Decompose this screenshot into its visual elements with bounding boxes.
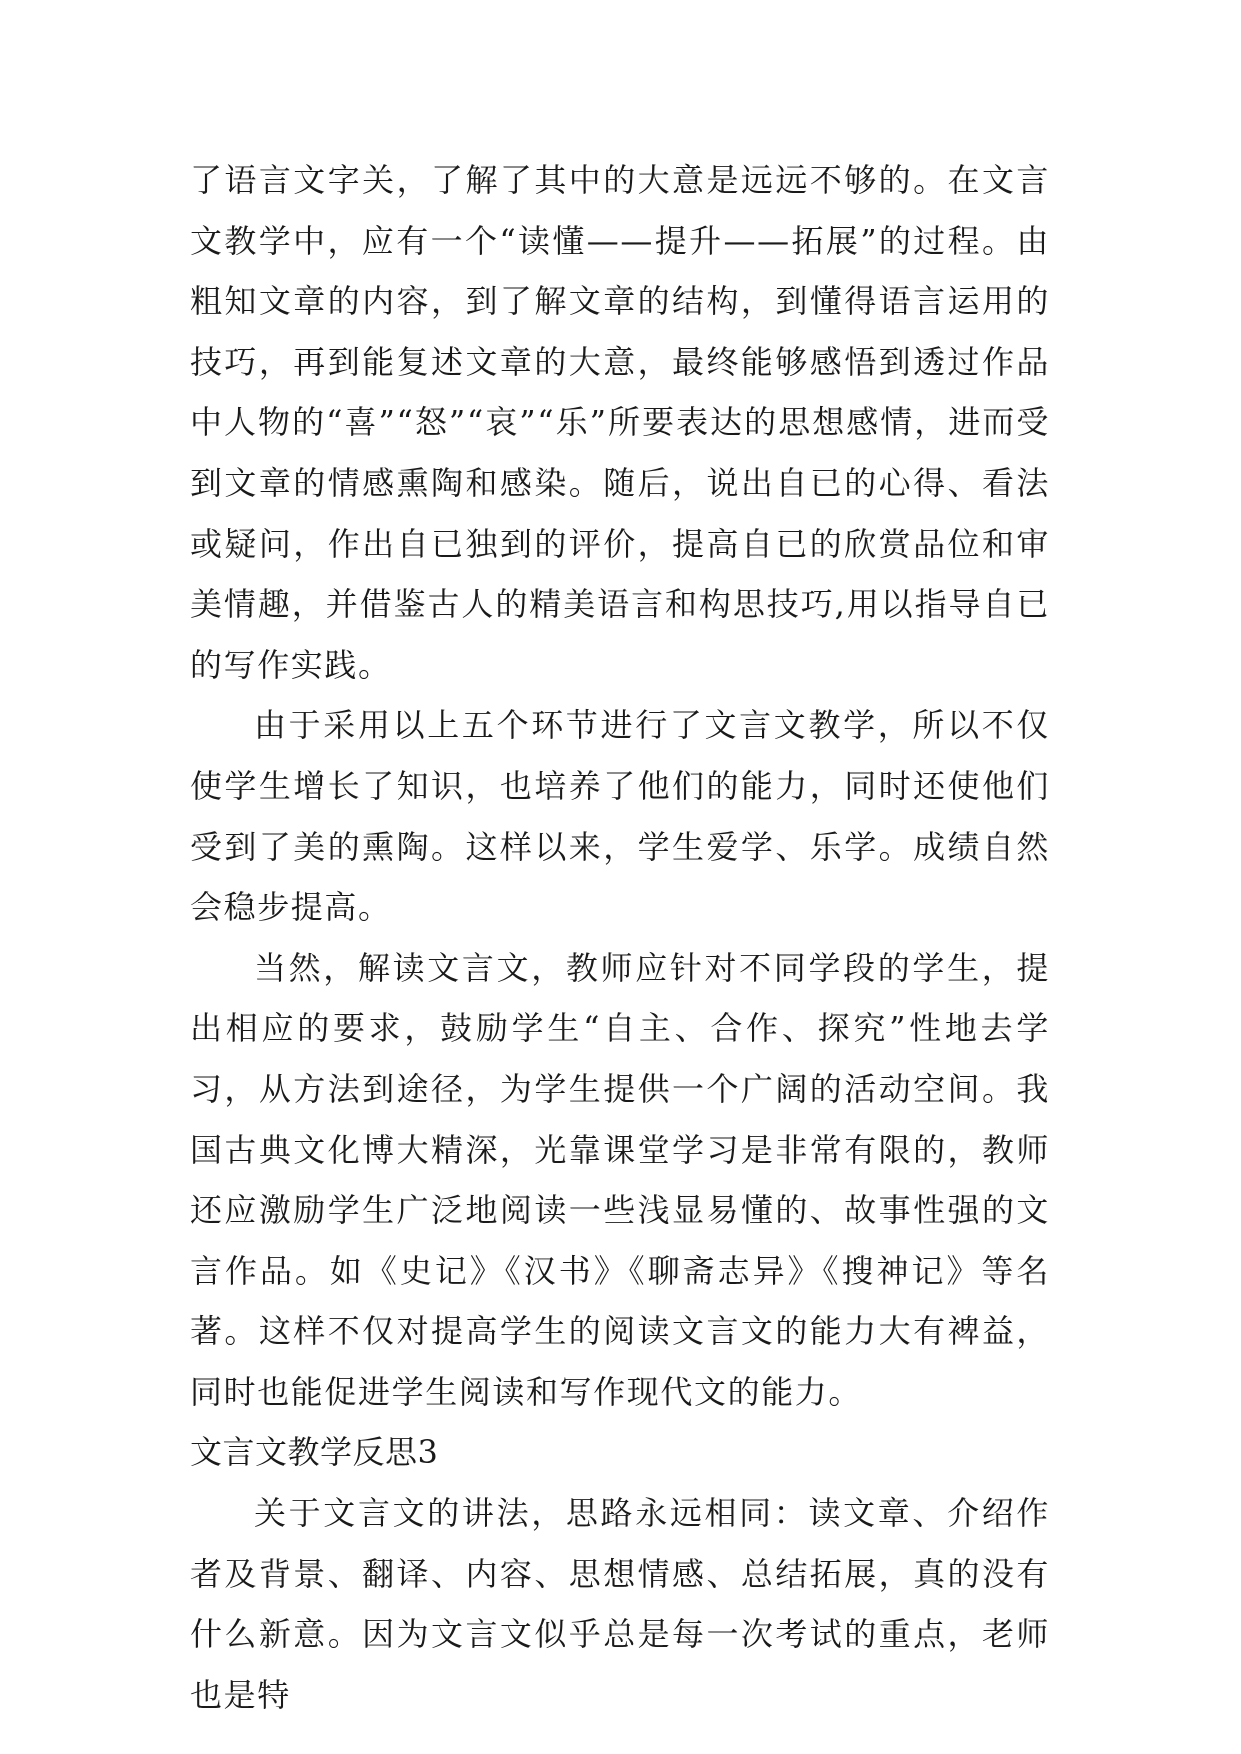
paragraph-2: 由于采用以上五个环节进行了文言文教学，所以不仅使学生增长了知识，也培养了他们的能力，同时还使他们受到了美的熏陶。这样以来，学生爱学、乐学。成绩自然会稳步提高。 (190, 706, 1050, 927)
document-body (190, 150, 1050, 1725)
paragraph-1: 了语言文字关，了解了其中的大意是远远不够的。在文言文教学中，应有一个“读懂——提升——拓展”的过程。由粗知文章的内容，到了解文章的结构，到懂得语言运用的技巧，再到能复述文章的大意，最终能够感悟到透过作品中人物的“喜”“怒”“哀”“乐”所要表达的思想感情，进而受到文章的情感熏陶和感染。随后，说出自已的心得、看法或疑问，作出自已独到的评价，提高自已的欣赏品位和审美情趣，并借鉴古人的精美语言和构思技巧,用以指导自已的写作实践。 (190, 161, 1050, 684)
paragraph-3: 当然，解读文言文，教师应针对不同学段的学生，提出相应的要求，鼓励学生“自主、合作、探究”性地去学习，从方法到途径，为学生提供一个广阔的活动空间。我国古典文化博大精深，光靠课堂学习是非常有限的，教师还应激励学生广泛地阅读一些浅显易懂的、故事性强的文言作品。如《史记》《汉书》《聊斋志异》《搜神记》等名著。这样不仅对提高学生的阅读文言文的能力大有裨益，同时也能促进学生阅读和写作现代文的能力。 (190, 948, 1050, 1411)
section-heading: 文言文教学反思3 (190, 1433, 439, 1472)
paragraph-4: 关于文言文的讲法，思路永远相同：读文章、介绍作者及背景、翻译、内容、思想情感、总结拓展，真的没有什么新意。因为文言文似乎总是每一次考试的重点，老师也是特 (190, 1494, 1050, 1714)
